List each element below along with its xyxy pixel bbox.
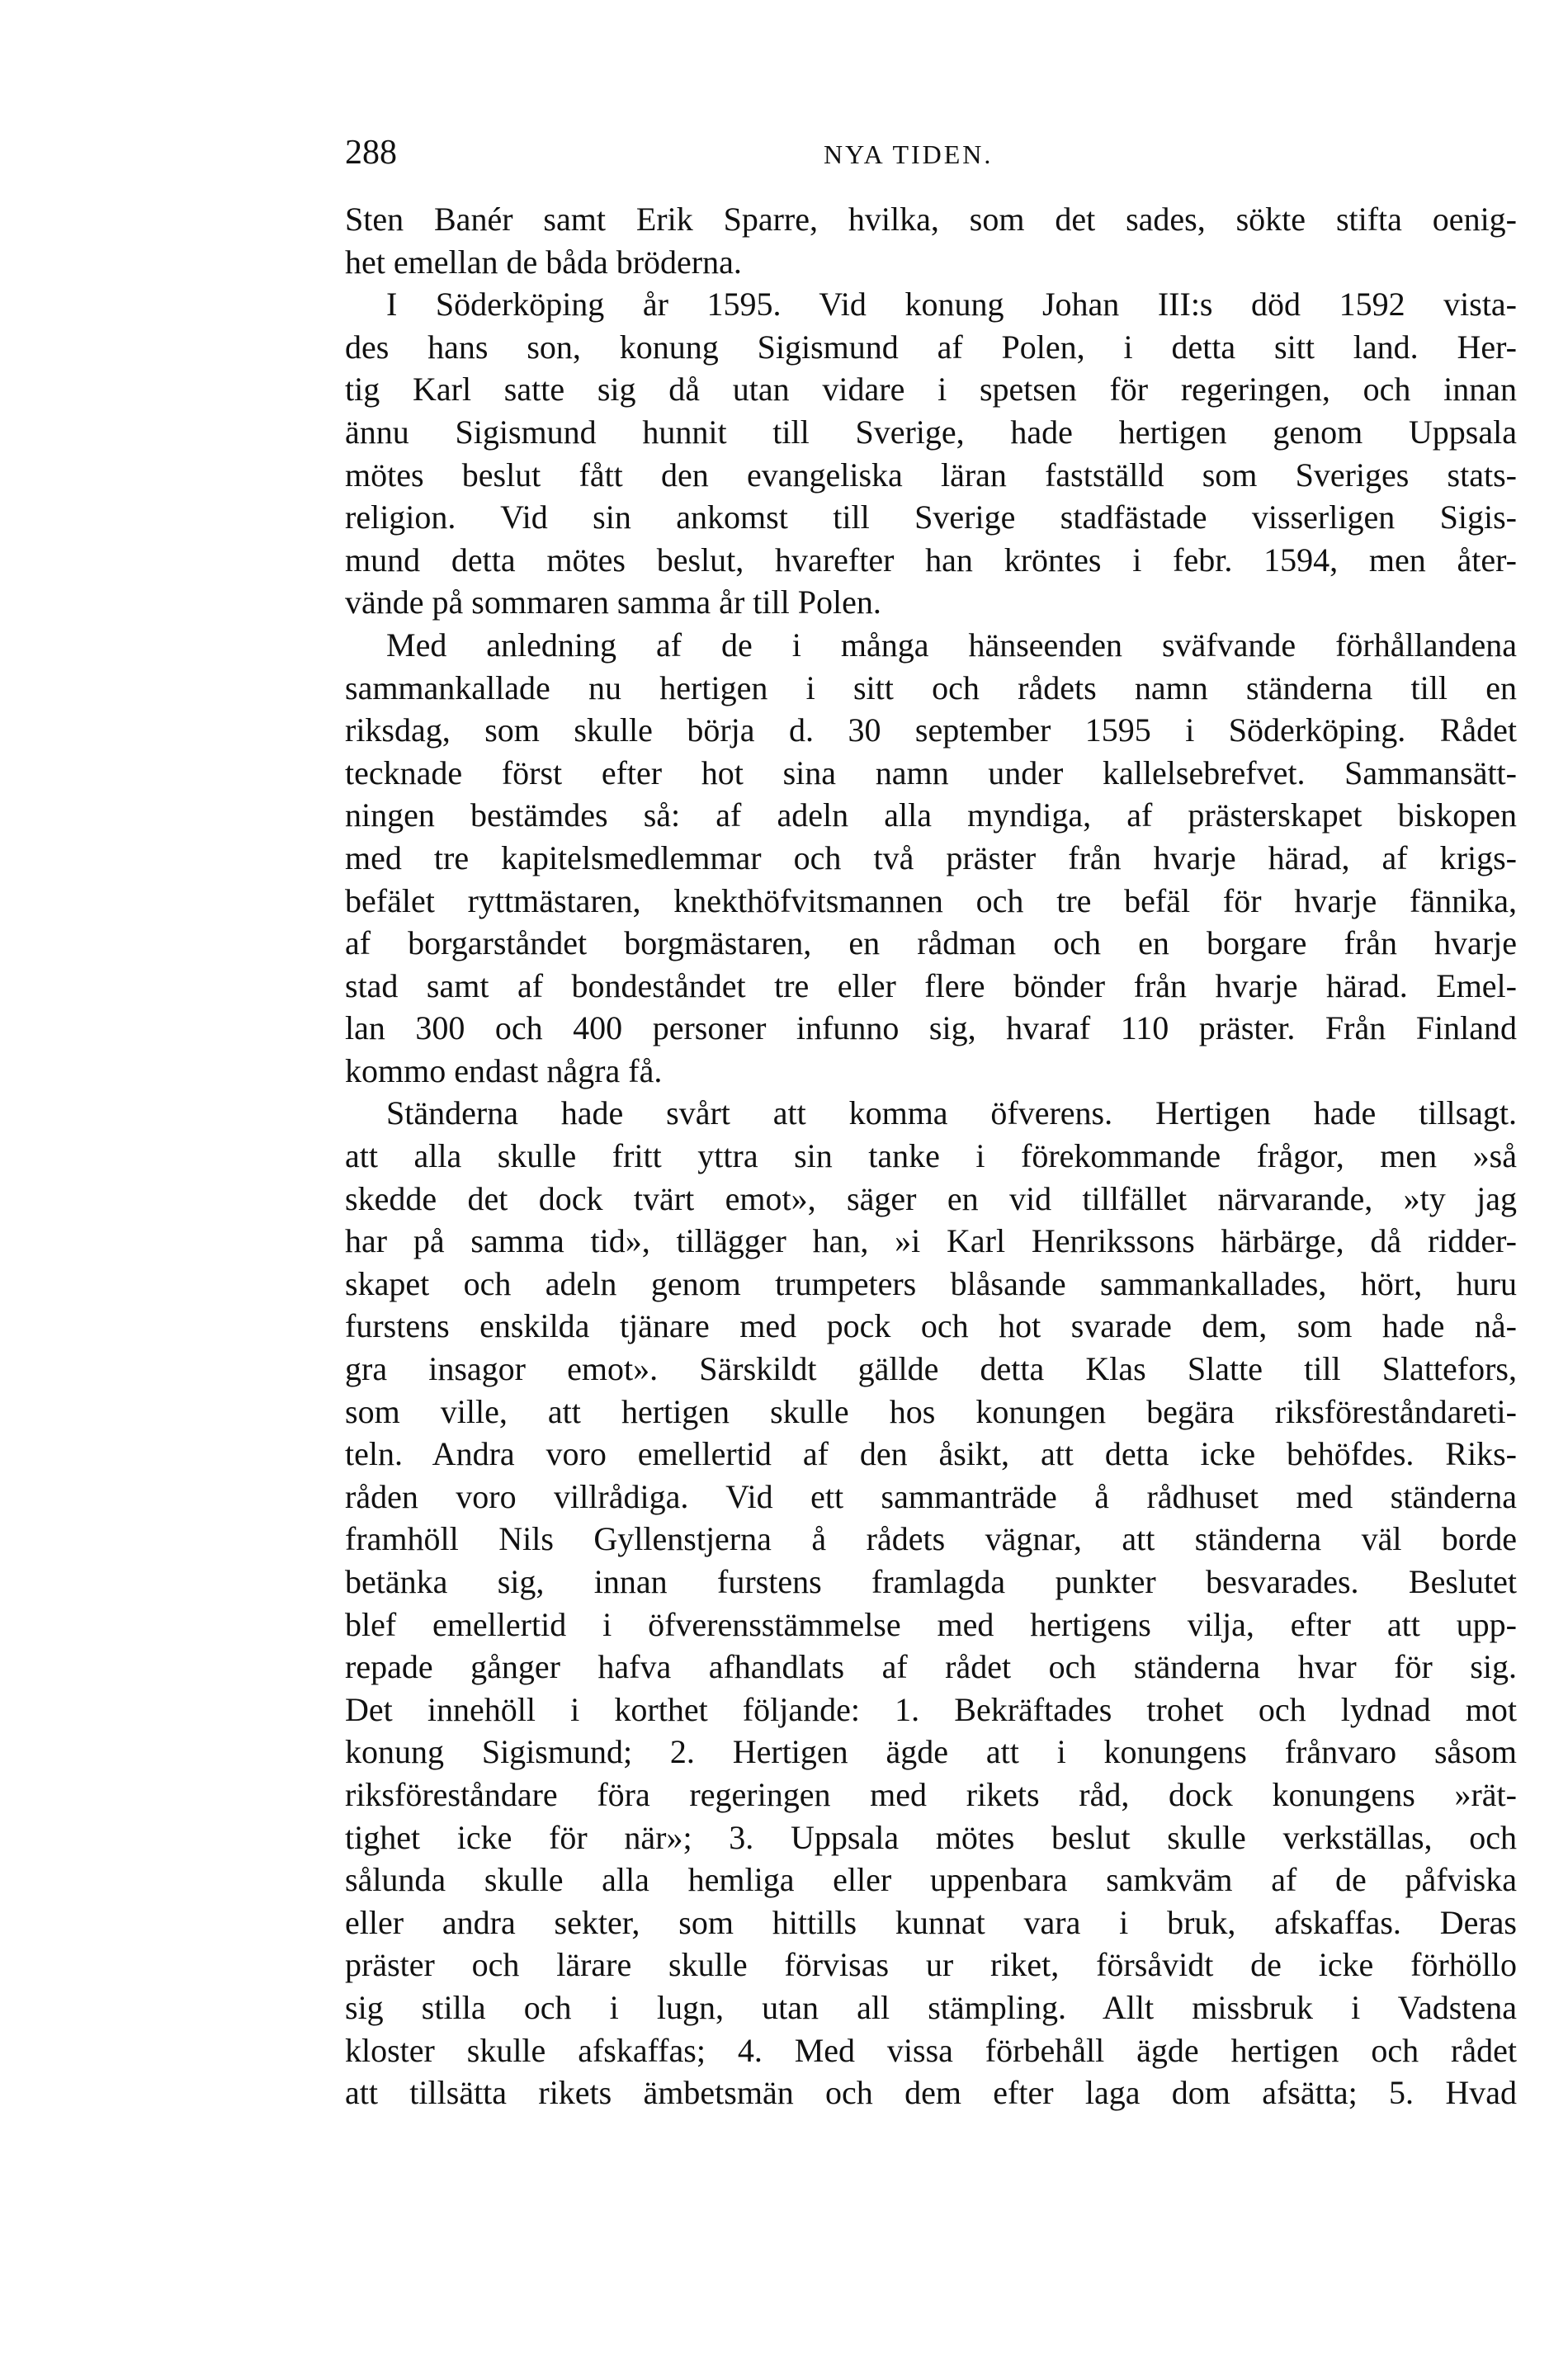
text-line: Sten Banér samt Erik Sparre, hvilka, som det sades, sökte stifta oenig- (345, 201, 1517, 238)
text-line: råden voro villrådiga. Vid ett sammanträde å rådhuset med ständerna (345, 1477, 1517, 1515)
text-line: het emellan de båda bröderna. (345, 243, 742, 281)
text-line: sammankallade nu hertigen i sitt och rådets namn ständerna till en (345, 668, 1517, 706)
text-line: tecknade först efter hot sina namn under kallelsebrefvet. Sammansätt- (345, 753, 1517, 791)
text-line: mund detta mötes beslut, hvarefter han kröntes i febr. 1594, men åter- (345, 541, 1517, 579)
text-line: teln. Andra voro emellertid af den åsikt, att detta icke behöfdes. Riks- (345, 1435, 1517, 1473)
text-line: präster och lärare skulle förvisas ur riket, försåvidt de icke förhöllo (345, 1946, 1517, 1984)
text-line: tig Karl satte sig då utan vidare i spetsen för regeringen, och innan (345, 371, 1517, 409)
text-line: eller andra sekter, som hittills kunnat vara i bruk, afskaffas. Deras (345, 1903, 1517, 1941)
text-line: att tillsätta rikets ämbetsmän och dem efter laga dom afsätta; 5. Hvad (345, 2074, 1517, 2112)
text-line: des hans son, konung Sigismund af Polen, i detta sitt land. Her- (345, 328, 1517, 366)
page-number: 288 (345, 134, 397, 172)
text-line: ningen bestämdes så: af adeln alla myndiga, af prästerskapet biskopen (345, 796, 1517, 834)
text-line: tighet icke för när»; 3. Uppsala mötes beslut skulle verkställas, och (345, 1818, 1517, 1856)
text-line: blef emellertid i öfverensstämmelse med hertigens vilja, efter att upp- (345, 1605, 1517, 1643)
text-line: stad samt af bondeståndet tre eller flere bönder från hvarje härad. Emel- (345, 966, 1517, 1004)
text-line: Det innehöll i korthet följande: 1. Bekräftades trohet och lydnad mot (345, 1690, 1517, 1728)
text-line: skedde det dock tvärt emot», säger en vid tillfället närvarande, »ty jag (345, 1179, 1517, 1217)
text-line-section-heading: I Söderköping år 1595. Vid konung Johan III:s död 1592 vista- (386, 286, 1517, 324)
text-line: Ständerna hade svårt att komma öfverens. Hertigen hade tillsagt. (386, 1094, 1517, 1132)
text-line: ännu Sigismund hunnit till Sverige, hade hertigen genom Uppsala (345, 413, 1517, 451)
text-line: mötes beslut fått den evangeliska läran fastställd som Sveriges stats- (345, 456, 1517, 494)
text-line: konung Sigismund; 2. Hertigen ägde att i konungens frånvaro såsom (345, 1733, 1517, 1771)
text-line: riksföreståndare föra regeringen med rikets råd, dock konungens »rät- (345, 1775, 1517, 1813)
text-line: sig stilla och i lugn, utan all stämpling. Allt missbruk i Vadstena (345, 1988, 1517, 2026)
running-head (345, 132, 1517, 173)
text-line: betänka sig, innan furstens framlagda punkter besvarades. Beslutet (345, 1563, 1517, 1600)
text-line: vände på sommaren samma år till Polen. (345, 583, 881, 621)
text-line: lan 300 och 400 personer infunno sig, hvaraf 110 präster. Från Finland (345, 1009, 1517, 1047)
text-line: har på samma tid», tillägger han, »i Karl Henrikssons härbärge, då ridder- (345, 1222, 1517, 1260)
text-line: att alla skulle fritt yttra sin tanke i förekommande frågor, men »så (345, 1137, 1517, 1175)
text-line: framhöll Nils Gyllenstjerna å rådets vägnar, att ständerna väl borde (345, 1520, 1517, 1558)
text-line: riksdag, som skulle börja d. 30 september 1595 i Söderköping. Rådet (345, 711, 1517, 749)
text-line: som ville, att hertigen skulle hos konungen begära riksföreståndareti- (345, 1392, 1517, 1430)
text-line: kloster skulle afskaffas; 4. Med vissa förbehåll ägde hertigen och rådet (345, 2031, 1517, 2069)
text-line: religion. Vid sin ankomst till Sverige stadfästade visserligen Sigis- (345, 498, 1517, 536)
running-title: NYA TIDEN. (824, 139, 994, 169)
text-line: sålunda skulle alla hemliga eller uppenbara samkväm af de påfviska (345, 1861, 1517, 1899)
body-text (345, 198, 1517, 2114)
text-line: repade gånger hafva afhandlats af rådet och ständerna hvar för sig. (345, 1648, 1517, 1686)
text-line: Med anledning af de i många hänseenden sväfvande förhållandena (386, 626, 1517, 664)
text-line: furstens enskilda tjänare med pock och hot svarade dem, som hade nå- (345, 1307, 1517, 1345)
text-line: af borgarståndet borgmästaren, en rådman och en borgare från hvarje (345, 924, 1517, 962)
text-line: skapet och adeln genom trumpeters blåsande sammankallades, hört, huru (345, 1264, 1517, 1302)
text-line: gra insagor emot». Särskildt gällde detta Klas Slatte till Slattefors, (345, 1350, 1517, 1388)
text-line: med tre kapitelsmedlemmar och två präster från hvarje härad, af krigs- (345, 838, 1517, 876)
text-line: kommo endast några få. (345, 1051, 663, 1089)
text-line: befälet ryttmästaren, knekthöfvitsmannen och tre befäl för hvarje fännika, (345, 881, 1517, 919)
